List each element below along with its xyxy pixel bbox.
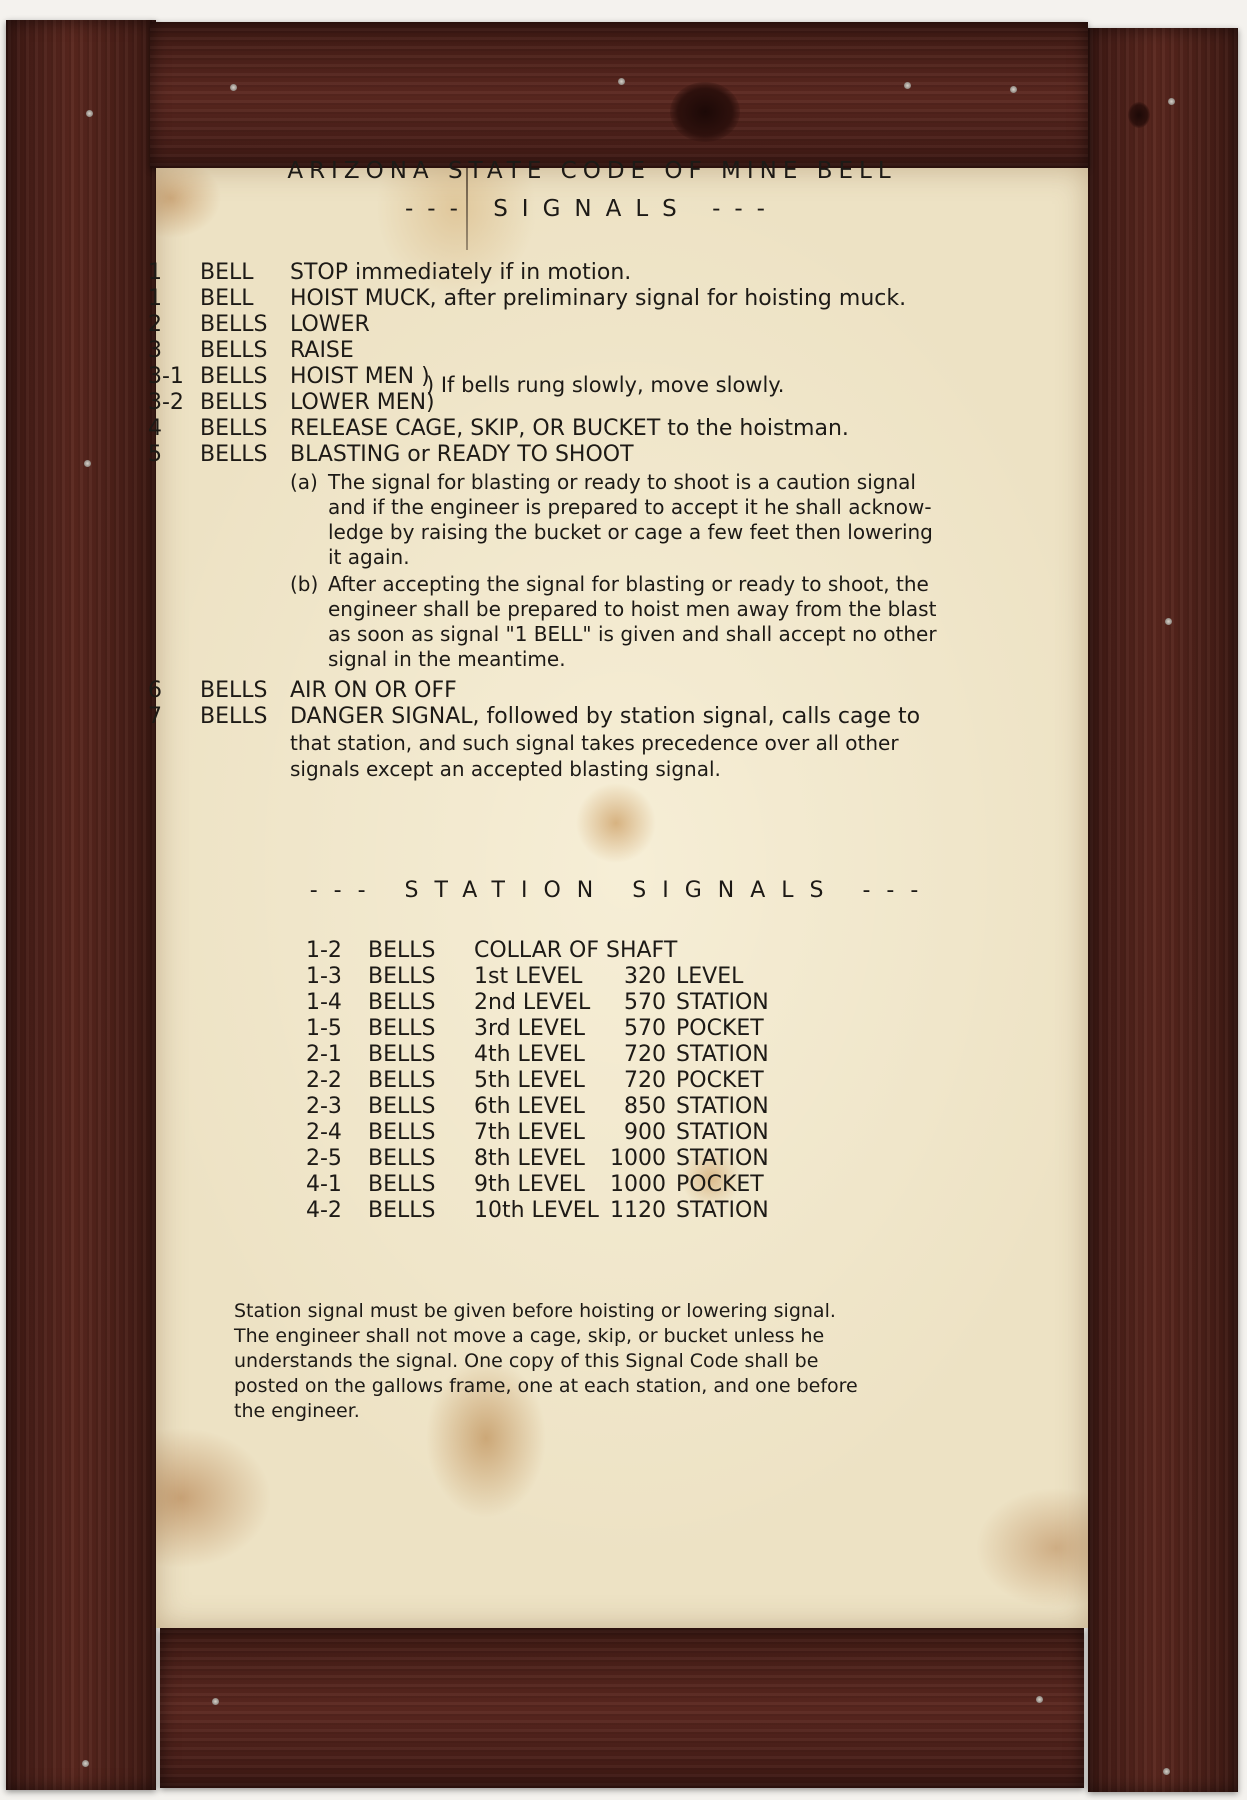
station-destination: 3rd LEVEL (474, 1016, 585, 1041)
frame-top-board (150, 22, 1088, 168)
frame-right-board (1088, 28, 1238, 1792)
signal-meaning: HOIST MEN ) (290, 364, 430, 389)
station-signals-heading: --- STATION SIGNALS --- (309, 878, 935, 903)
station-type: STATION (676, 1042, 769, 1067)
signal-meaning: RAISE (290, 338, 354, 363)
signal-meaning: LOWER (290, 312, 370, 337)
signal-meaning: STOP immediately if in motion. (290, 260, 632, 285)
station-unit: BELLS (368, 1172, 436, 1197)
note-text: The signal for blasting or ready to shoot is a caution signal and if the engineer is prepared to accept it he shall acknow-ledge by raising the bucket or cage a few feet then lowering it again. (328, 470, 933, 569)
nail (86, 110, 93, 117)
station-unit: BELLS (368, 1094, 436, 1119)
station-destination: COLLAR OF SHAFT (474, 938, 678, 963)
signal-unit: BELLS (200, 678, 268, 703)
wood-knot (670, 82, 740, 142)
station-destination: 2nd LEVEL (474, 990, 591, 1015)
station-type: STATION (676, 1146, 769, 1171)
nail (1036, 1696, 1043, 1703)
station-depth: 900 (624, 1120, 666, 1145)
signal-count: 5 (148, 442, 162, 467)
nail (82, 1760, 89, 1767)
mine-bell-signal-sign (148, 158, 1088, 1628)
sign-title: ARIZONA STATE CODE OF MINE BELL (287, 158, 897, 184)
station-type: STATION (676, 1094, 769, 1119)
signal-meaning: LOWER MEN) (290, 390, 435, 415)
nail (1010, 86, 1017, 93)
nail (84, 460, 91, 467)
signal-unit: BELLS (200, 442, 268, 467)
station-bells: 2-5 (306, 1146, 342, 1171)
wood-knot (1128, 102, 1150, 128)
nail (618, 78, 625, 85)
station-depth: 1000 (610, 1146, 666, 1171)
nail (212, 1698, 219, 1705)
nail (904, 82, 911, 89)
station-unit: BELLS (368, 1146, 436, 1171)
station-unit: BELLS (368, 1198, 436, 1223)
signal-meaning: DANGER SIGNAL, followed by station signal, calls cage to (290, 704, 921, 729)
signal-unit: BELLS (200, 416, 268, 441)
station-bells: 2-4 (306, 1120, 342, 1145)
station-depth: 320 (624, 964, 666, 989)
signal-count: 6 (148, 678, 162, 703)
note-tag: (b) (290, 572, 319, 596)
signal-unit: BELLS (200, 390, 268, 415)
signal-unit: BELLS (200, 704, 268, 729)
station-destination: 5th LEVEL (474, 1068, 585, 1093)
station-bells: 4-1 (306, 1172, 342, 1197)
station-unit: BELLS (368, 1120, 436, 1145)
signal-count: 7 (148, 704, 162, 729)
station-destination: 9th LEVEL (474, 1172, 585, 1197)
station-destination: 7th LEVEL (474, 1120, 585, 1145)
signal-meaning: HOIST MUCK, after preliminary signal for hoisting muck. (290, 286, 907, 311)
signal-unit: BELLS (200, 338, 268, 363)
station-bells: 2-3 (306, 1094, 342, 1119)
signal-unit: BELLS (200, 312, 268, 337)
slow-bells-note: ) If bells rung slowly, move slowly. (426, 373, 785, 397)
station-depth: 1000 (610, 1172, 666, 1197)
station-bells: 1-3 (306, 964, 342, 989)
station-type: STATION (676, 1198, 769, 1223)
station-unit: BELLS (368, 964, 436, 989)
station-bells: 2-2 (306, 1068, 342, 1093)
station-depth: 570 (624, 1016, 666, 1041)
signal-meaning: BLASTING or READY TO SHOOT (290, 442, 634, 467)
station-unit: BELLS (368, 938, 436, 963)
nail (1163, 1768, 1170, 1775)
signal-unit: BELLS (200, 364, 268, 389)
signal-count: 3 (148, 338, 162, 363)
nail (1168, 98, 1175, 105)
posting-instructions: Station signal must be given before hoisting or lowering signal. The engineer shall not move a cage, skip, or bucket unless he understands the signal. One copy of this Signal Code shall be posted on the gallows frame, one at each station, and one before the engineer. (234, 1300, 858, 1422)
station-depth: 850 (624, 1094, 666, 1119)
signal-count: 1 (148, 286, 162, 311)
station-destination: 1st LEVEL (474, 964, 583, 989)
station-type: POCKET (676, 1016, 764, 1041)
station-depth: 720 (624, 1042, 666, 1067)
station-type: STATION (676, 990, 769, 1015)
station-unit: BELLS (368, 1016, 436, 1041)
station-depth: 570 (624, 990, 666, 1015)
blasting-note-b (290, 572, 950, 672)
station-depth: 720 (624, 1068, 666, 1093)
station-bells: 1-5 (306, 1016, 342, 1041)
signal-unit: BELL (200, 260, 254, 285)
note-text: After accepting the signal for blasting or ready to shoot, the engineer shall be prepared to hoist men away from the blast as soon as signal "1 BELL" is given and shall accept no other signal in the meantime. (328, 572, 937, 671)
signal-count: 3-2 (148, 390, 184, 415)
sign-subtitle: --- SIGNALS --- (405, 196, 779, 222)
signal-count: 4 (148, 416, 162, 441)
signal-count: 2 (148, 312, 162, 337)
signal-meaning: RELEASE CAGE, SKIP, OR BUCKET to the hoistman. (290, 416, 849, 441)
frame-left-board (6, 20, 156, 1790)
signal-unit: BELL (200, 286, 254, 311)
station-destination: 4th LEVEL (474, 1042, 585, 1067)
station-type: POCKET (676, 1068, 764, 1093)
nail (230, 84, 237, 91)
station-bells: 1-4 (306, 990, 342, 1015)
station-unit: BELLS (368, 990, 436, 1015)
station-type: LEVEL (676, 964, 744, 989)
signal-count: 3-1 (148, 364, 184, 389)
station-type: POCKET (676, 1172, 764, 1197)
station-unit: BELLS (368, 1042, 436, 1067)
station-destination: 6th LEVEL (474, 1094, 585, 1119)
frame-bottom-board (160, 1628, 1084, 1788)
station-depth: 1120 (610, 1198, 666, 1223)
station-unit: BELLS (368, 1068, 436, 1093)
nail (1165, 618, 1172, 625)
station-bells: 1-2 (306, 938, 342, 963)
note-tag: (a) (290, 470, 318, 494)
station-destination: 8th LEVEL (474, 1146, 585, 1171)
station-bells: 4-2 (306, 1198, 342, 1223)
station-destination: 10th LEVEL (474, 1198, 599, 1223)
signal-meaning: AIR ON OR OFF (290, 678, 457, 703)
signal-count: 1 (148, 260, 162, 285)
danger-signal-continuation: that station, and such signal takes precedence over all other signals except an accepted blasting signal. (290, 731, 899, 781)
blasting-note-a (290, 470, 950, 570)
station-type: STATION (676, 1120, 769, 1145)
station-bells: 2-1 (306, 1042, 342, 1067)
